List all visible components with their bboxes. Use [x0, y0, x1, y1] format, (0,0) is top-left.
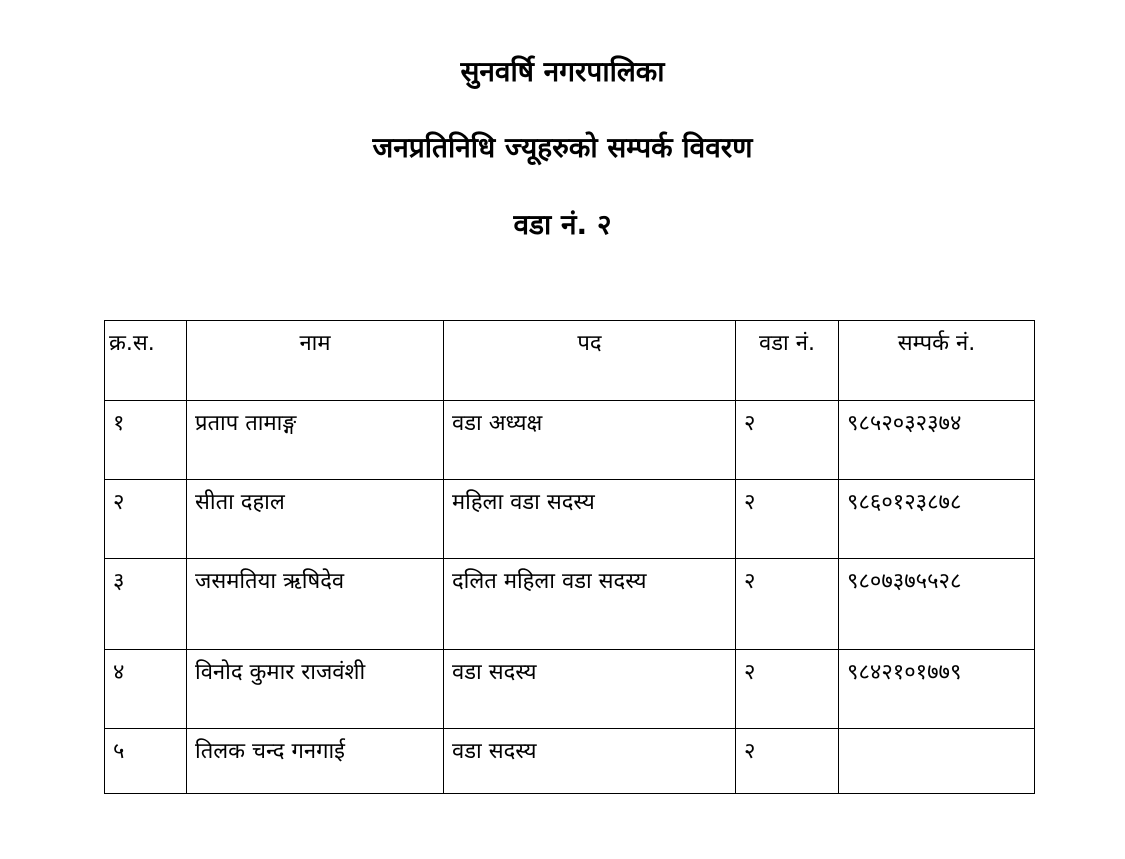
name-cell: विनोद कुमार राजवंशी	[187, 650, 444, 729]
serial-cell: ३	[105, 559, 187, 650]
contact-cell: ९८६०१२३८७८	[839, 480, 1035, 559]
ward-cell: २	[736, 650, 839, 729]
ward-cell: २	[736, 401, 839, 480]
position-cell: वडा अध्यक्ष	[444, 401, 736, 480]
ward-number-heading: वडा नं. २	[513, 208, 612, 241]
contact-cell	[839, 729, 1035, 794]
table-row	[105, 650, 1035, 729]
table-row	[105, 559, 1035, 650]
ward-cell: २	[736, 480, 839, 559]
ward-cell: २	[736, 729, 839, 794]
serial-cell: १	[105, 401, 187, 480]
table-row	[105, 480, 1035, 559]
name-cell: सीता दहाल	[187, 480, 444, 559]
representatives-contact-table	[104, 320, 1035, 794]
position-cell: महिला वडा सदस्य	[444, 480, 736, 559]
name-cell: जसमतिया ऋषिदेव	[187, 559, 444, 650]
column-header-position: पद	[444, 321, 736, 401]
contact-cell: ९८४२१०१७७९	[839, 650, 1035, 729]
column-header-contact: सम्पर्क नं.	[839, 321, 1035, 401]
name-cell: प्रताप तामाङ्ग	[187, 401, 444, 480]
column-header-serial: क्र.स.	[105, 321, 187, 401]
table-header-row	[105, 321, 1035, 401]
position-cell: दलित महिला वडा सदस्य	[444, 559, 736, 650]
position-cell: वडा सदस्य	[444, 650, 736, 729]
contact-cell: ९८०७३७५५२८	[839, 559, 1035, 650]
serial-cell: ५	[105, 729, 187, 794]
position-cell: वडा सदस्य	[444, 729, 736, 794]
name-cell: तिलक चन्द गनगाई	[187, 729, 444, 794]
serial-cell: २	[105, 480, 187, 559]
document-subject-title: जनप्रतिनिधि ज्यूहरुको सम्पर्क विवरण	[372, 131, 753, 164]
column-header-ward: वडा नं.	[736, 321, 839, 401]
table-row	[105, 401, 1035, 480]
ward-cell: २	[736, 559, 839, 650]
table-row	[105, 729, 1035, 794]
serial-cell: ४	[105, 650, 187, 729]
column-header-name: नाम	[187, 321, 444, 401]
municipality-title: सुनवर्षि नगरपालिका	[460, 55, 665, 88]
contact-cell: ९८५२०३२३७४	[839, 401, 1035, 480]
